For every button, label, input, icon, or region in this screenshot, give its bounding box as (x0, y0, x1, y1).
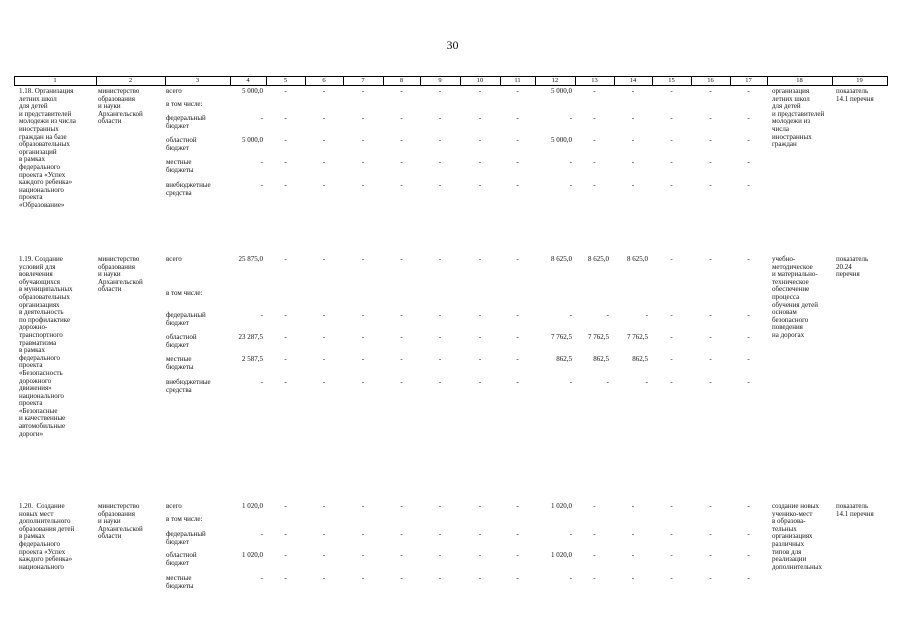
column-header: 14 (629, 77, 637, 84)
page-number: 30 (446, 38, 459, 52)
empty-cell-dash: - (400, 136, 403, 144)
empty-cell-dash: - (709, 158, 712, 166)
amount-cell: 862,5 (593, 355, 609, 363)
empty-cell-dash: - (438, 502, 442, 510)
empty-cell-dash: - (361, 551, 365, 559)
empty-cell-dash: - (747, 136, 750, 144)
column-header: 8 (399, 77, 404, 84)
amount-cell: 862,5 (556, 355, 572, 363)
empty-cell-dash: - (516, 378, 519, 386)
empty-cell-dash: - (516, 181, 519, 189)
empty-cell-dash: - (438, 378, 442, 386)
empty-cell-dash: - (322, 114, 326, 122)
expected-result: организация летних школ для детей и представителей молодежи из числа иностранных граждан (772, 87, 825, 149)
empty-cell-dash: - (361, 114, 365, 122)
empty-cell-dash: - (709, 255, 712, 263)
empty-cell-dash: - (709, 355, 712, 363)
empty-cell-dash: - (284, 255, 287, 263)
funding-source-label: местные бюджеты (166, 158, 194, 174)
empty-cell-dash: - (593, 574, 596, 582)
amount-cell: - (569, 114, 572, 122)
empty-cell-dash: - (284, 136, 287, 144)
empty-cell-dash: - (438, 551, 442, 559)
amount-cell: - (569, 378, 572, 386)
column-header: 15 (668, 77, 675, 84)
empty-cell-dash: - (361, 355, 365, 363)
empty-cell-dash: - (322, 551, 326, 559)
amount-cell: - (645, 311, 648, 319)
amount-cell: 1 020,0 (551, 551, 572, 559)
empty-cell-dash: - (400, 502, 403, 510)
empty-cell-dash: - (631, 158, 635, 166)
amount-cell: - (569, 311, 572, 319)
amount-cell: - (260, 574, 263, 582)
empty-cell-dash: - (361, 255, 365, 263)
expected-result: учебно- методическое и материально- техническое обеспечение процесса обучения детей основам безопасного поведения на дорогах (772, 255, 818, 339)
amount-cell: 5 000,0 (242, 87, 263, 95)
empty-cell-dash: - (747, 114, 750, 122)
empty-cell-dash: - (747, 181, 750, 189)
amount-cell: - (606, 311, 609, 319)
funding-source-label: внебюджетные средства (166, 378, 211, 394)
empty-cell-dash: - (516, 574, 519, 582)
empty-cell-dash: - (747, 87, 750, 95)
indicator-reference: показатель 20.24 перечня (836, 255, 869, 279)
responsible-executor: министерство образования и науки Архангельской области (98, 87, 143, 126)
amount-cell: 2 587,5 (242, 355, 263, 363)
funding-source-label: областной бюджет (166, 551, 197, 567)
funding-source-label: всего (166, 255, 182, 263)
empty-cell-dash: - (438, 181, 442, 189)
amount-cell: 8 625,0 (588, 255, 609, 263)
funding-source-label: местные бюджеты (166, 355, 194, 371)
amount-cell: 862,5 (632, 355, 648, 363)
empty-cell-dash: - (709, 502, 712, 510)
column-header: 19 (856, 77, 863, 84)
empty-cell-dash: - (747, 311, 750, 319)
amount-cell: 7 762,5 (551, 333, 572, 341)
empty-cell-dash: - (631, 181, 635, 189)
empty-cell-dash: - (747, 502, 750, 510)
empty-cell-dash: - (516, 136, 519, 144)
empty-cell-dash: - (322, 378, 326, 386)
amount-cell: - (260, 181, 263, 189)
amount-cell: 5 000,0 (551, 87, 572, 95)
funding-source-label: федеральный бюджет (166, 530, 206, 546)
empty-cell-dash: - (516, 87, 519, 95)
empty-cell-dash: - (361, 311, 365, 319)
empty-cell-dash: - (400, 114, 403, 122)
empty-cell-dash: - (400, 355, 403, 363)
empty-cell-dash: - (400, 158, 403, 166)
column-header: 11 (514, 77, 521, 84)
empty-cell-dash: - (284, 574, 287, 582)
empty-cell-dash: - (284, 158, 287, 166)
empty-cell-dash: - (400, 530, 403, 538)
column-header: 18 (796, 77, 803, 84)
empty-cell-dash: - (709, 378, 712, 386)
empty-cell-dash: - (284, 355, 287, 363)
empty-cell-dash: - (400, 551, 403, 559)
empty-cell-dash: - (361, 530, 365, 538)
empty-cell-dash: - (709, 530, 712, 538)
empty-cell-dash: - (709, 114, 712, 122)
empty-cell-dash: - (478, 311, 482, 319)
funding-source-label: всего (166, 87, 182, 95)
empty-cell-dash: - (709, 333, 712, 341)
empty-cell-dash: - (670, 530, 673, 538)
empty-cell-dash: - (478, 136, 482, 144)
funding-source-label: в том числе: (166, 515, 203, 523)
empty-cell-dash: - (631, 87, 635, 95)
responsible-executor: министерство образования и науки Архангельской области (98, 502, 143, 541)
column-header: 2 (128, 77, 133, 84)
empty-cell-dash: - (284, 311, 287, 319)
column-header: 7 (361, 77, 365, 84)
empty-cell-dash: - (284, 333, 287, 341)
funding-source-label: в том числе: (166, 100, 203, 108)
empty-cell-dash: - (361, 333, 365, 341)
empty-cell-dash: - (709, 136, 712, 144)
indicator-reference: показатель 14.1 перечня (836, 502, 874, 518)
amount-cell: - (260, 114, 263, 122)
empty-cell-dash: - (478, 333, 482, 341)
amount-cell: 8 625,0 (551, 255, 572, 263)
empty-cell-dash: - (670, 574, 673, 582)
empty-cell-dash: - (284, 378, 287, 386)
column-header: 10 (476, 77, 484, 84)
item-description: 1.20. Создание новых мест дополнительного образования детей в рамках федерального проекта «Успех каждого ребенка» национального (19, 502, 75, 571)
empty-cell-dash: - (670, 355, 673, 363)
empty-cell-dash: - (438, 311, 442, 319)
empty-cell-dash: - (593, 181, 596, 189)
empty-cell-dash: - (322, 136, 326, 144)
empty-cell-dash: - (747, 255, 750, 263)
column-header: 1 (53, 77, 57, 84)
empty-cell-dash: - (631, 530, 635, 538)
empty-cell-dash: - (284, 502, 287, 510)
empty-cell-dash: - (438, 114, 442, 122)
empty-cell-dash: - (516, 502, 519, 510)
empty-cell-dash: - (478, 574, 482, 582)
empty-cell-dash: - (400, 311, 403, 319)
empty-cell-dash: - (670, 114, 673, 122)
empty-cell-dash: - (709, 181, 712, 189)
empty-cell-dash: - (400, 574, 403, 582)
empty-cell-dash: - (516, 551, 519, 559)
empty-cell-dash: - (478, 355, 482, 363)
empty-cell-dash: - (747, 530, 750, 538)
amount-cell: 5 000,0 (551, 136, 572, 144)
column-header: 9 (438, 77, 442, 84)
column-header: 5 (283, 77, 288, 84)
amount-cell: 7 762,5 (588, 333, 609, 341)
empty-cell-dash: - (361, 181, 365, 189)
empty-cell-dash: - (478, 158, 482, 166)
empty-cell-dash: - (400, 333, 403, 341)
empty-cell-dash: - (478, 378, 482, 386)
empty-cell-dash: - (478, 114, 482, 122)
empty-cell-dash: - (322, 502, 326, 510)
header-column-border (887, 76, 888, 86)
empty-cell-dash: - (361, 378, 365, 386)
empty-cell-dash: - (709, 551, 712, 559)
empty-cell-dash: - (516, 333, 519, 341)
empty-cell-dash: - (478, 551, 482, 559)
empty-cell-dash: - (322, 158, 326, 166)
empty-cell-dash: - (478, 255, 482, 263)
empty-cell-dash: - (709, 87, 712, 95)
amount-cell: - (569, 158, 572, 166)
empty-cell-dash: - (284, 114, 287, 122)
empty-cell-dash: - (631, 551, 635, 559)
empty-cell-dash: - (322, 355, 326, 363)
empty-cell-dash: - (400, 87, 403, 95)
funding-source-label: федеральный бюджет (166, 114, 206, 130)
column-header: 12 (551, 77, 559, 84)
empty-cell-dash: - (516, 355, 519, 363)
empty-cell-dash: - (670, 378, 673, 386)
responsible-executor: министерство образования и науки Архангельской области (98, 255, 143, 294)
empty-cell-dash: - (322, 311, 326, 319)
empty-cell-dash: - (322, 333, 326, 341)
amount-cell: - (260, 311, 263, 319)
funding-source-label: в том числе: (166, 289, 203, 297)
empty-cell-dash: - (670, 333, 673, 341)
empty-cell-dash: - (670, 158, 673, 166)
empty-cell-dash: - (516, 255, 519, 263)
empty-cell-dash: - (322, 255, 326, 263)
empty-cell-dash: - (670, 255, 673, 263)
empty-cell-dash: - (709, 574, 712, 582)
empty-cell-dash: - (631, 114, 635, 122)
empty-cell-dash: - (322, 574, 326, 582)
empty-cell-dash: - (478, 530, 482, 538)
empty-cell-dash: - (361, 502, 365, 510)
empty-cell-dash: - (747, 355, 750, 363)
amount-cell: 5 000,0 (242, 136, 263, 144)
amount-cell: 1 020,0 (551, 502, 572, 510)
empty-cell-dash: - (670, 181, 673, 189)
empty-cell-dash: - (631, 574, 635, 582)
empty-cell-dash: - (593, 502, 596, 510)
empty-cell-dash: - (631, 136, 635, 144)
empty-cell-dash: - (670, 502, 673, 510)
amount-cell: - (260, 378, 263, 386)
amount-cell: - (260, 530, 263, 538)
empty-cell-dash: - (284, 551, 287, 559)
empty-cell-dash: - (747, 551, 750, 559)
amount-cell: 7 762,5 (627, 333, 648, 341)
empty-cell-dash: - (438, 255, 442, 263)
empty-cell-dash: - (438, 87, 442, 95)
empty-cell-dash: - (361, 136, 365, 144)
empty-cell-dash: - (361, 158, 365, 166)
amount-cell: - (645, 378, 648, 386)
empty-cell-dash: - (593, 114, 596, 122)
amount-cell: 8 625,0 (627, 255, 648, 263)
amount-cell: - (569, 530, 572, 538)
empty-cell-dash: - (593, 87, 596, 95)
amount-cell: 23 287,5 (238, 333, 263, 341)
empty-cell-dash: - (670, 136, 673, 144)
empty-cell-dash: - (478, 502, 482, 510)
empty-cell-dash: - (438, 136, 442, 144)
amount-cell: 1 020,0 (242, 502, 263, 510)
empty-cell-dash: - (438, 574, 442, 582)
item-description: 1.19. Создание условий для вовлечения обучающихся в муниципальных образовательных организациях в деятельность по профилактике дорожно- транспортного травматизма в рамках федерального проекта «Безопасность дорожного движения» национального проекта «Безопасные и качественные автомобильные дороги» (19, 255, 73, 438)
amount-cell: - (260, 158, 263, 166)
empty-cell-dash: - (322, 530, 326, 538)
empty-cell-dash: - (361, 574, 365, 582)
empty-cell-dash: - (593, 136, 596, 144)
empty-cell-dash: - (438, 530, 442, 538)
empty-cell-dash: - (516, 158, 519, 166)
column-header: 3 (195, 77, 200, 84)
empty-cell-dash: - (516, 530, 519, 538)
empty-cell-dash: - (322, 181, 326, 189)
funding-source-label: местные бюджеты (166, 574, 194, 590)
empty-cell-dash: - (593, 551, 596, 559)
empty-cell-dash: - (322, 87, 326, 95)
amount-cell: - (569, 574, 572, 582)
column-header: 13 (591, 77, 598, 84)
funding-source-label: внебюджетные средства (166, 181, 211, 197)
expected-result: создание новых ученико-мест в образова- тельных организациях различных типов для реализации дополнительных (772, 502, 823, 571)
column-header: 6 (322, 77, 326, 84)
empty-cell-dash: - (747, 378, 750, 386)
empty-cell-dash: - (400, 255, 403, 263)
empty-cell-dash: - (593, 530, 596, 538)
indicator-reference: показатель 14.1 перечня (836, 87, 874, 103)
column-header: 4 (246, 77, 250, 84)
header-rule-bottom (14, 85, 887, 86)
empty-cell-dash: - (670, 551, 673, 559)
empty-cell-dash: - (478, 87, 482, 95)
empty-cell-dash: - (747, 574, 750, 582)
empty-cell-dash: - (284, 181, 287, 189)
empty-cell-dash: - (516, 311, 519, 319)
empty-cell-dash: - (670, 311, 673, 319)
amount-cell: - (606, 378, 609, 386)
amount-cell: - (569, 181, 572, 189)
column-header: 16 (707, 77, 714, 84)
empty-cell-dash: - (438, 158, 442, 166)
empty-cell-dash: - (284, 530, 287, 538)
empty-cell-dash: - (709, 311, 712, 319)
item-description: 1.18. Организация летних школ для детей и представителей молодежи из числа иностранных граждан на базе образовательных организаций в рамках федерального проекта «Успех каждого ребенка» национального проекта «Образование» (19, 87, 76, 209)
funding-source-label: областной бюджет (166, 136, 197, 152)
empty-cell-dash: - (284, 87, 287, 95)
empty-cell-dash: - (438, 333, 442, 341)
funding-source-label: всего (166, 502, 182, 510)
empty-cell-dash: - (400, 181, 403, 189)
empty-cell-dash: - (400, 378, 403, 386)
column-header: 17 (745, 77, 752, 84)
empty-cell-dash: - (438, 355, 442, 363)
amount-cell: 1 020,0 (242, 551, 263, 559)
empty-cell-dash: - (593, 158, 596, 166)
amount-cell: 25 875,0 (238, 255, 263, 263)
empty-cell-dash: - (747, 158, 750, 166)
empty-cell-dash: - (631, 502, 635, 510)
empty-cell-dash: - (361, 87, 365, 95)
empty-cell-dash: - (516, 114, 519, 122)
funding-source-label: федеральный бюджет (166, 311, 206, 327)
funding-source-label: областной бюджет (166, 333, 197, 349)
empty-cell-dash: - (747, 333, 750, 341)
empty-cell-dash: - (670, 87, 673, 95)
empty-cell-dash: - (478, 181, 482, 189)
